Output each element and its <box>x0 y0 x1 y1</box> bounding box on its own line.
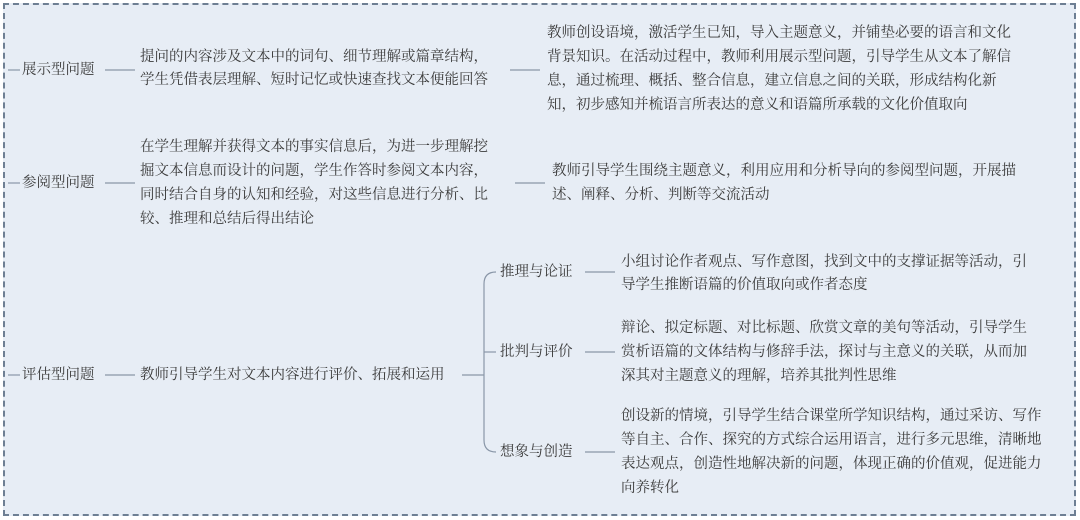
definition-evaluation: 教师引导学生对文本内容进行评价、拓展和运用 <box>140 367 445 383</box>
category-label-display: 展示型问题 <box>22 62 95 78</box>
activity-line: 背景知识。在活动过程中，教师利用展示型问题，引导学生从文本了解信 <box>547 49 1011 65</box>
definition-line: 较、推理和总结后得出结论 <box>140 211 314 227</box>
activity-line: 述、阐释、分析、判断等交流活动 <box>552 187 770 203</box>
category-label-evaluation: 评估型问题 <box>22 367 95 383</box>
subcategory-label-reasoning: 推理与论证 <box>500 264 573 280</box>
activity-line: 赏析语篇的文体结构与修辞手法，探讨与主意义的关联，从而加 <box>621 344 1027 360</box>
activity-line: 等自主、合作、探究的方式综合运用语言，进行多元思维，清晰地 <box>621 432 1042 448</box>
definition-line: 学生凭借表层理解、短时记忆或快速查找文本便能回答 <box>140 72 488 88</box>
activity-line: 知，初步感知并梳语言所表达的意义和语篇所承载的文化价值取向 <box>547 97 968 113</box>
subcategory-label-creation: 想象与创造 <box>500 444 573 460</box>
activity-line: 导学生推断语篇的价值取向或作者态度 <box>621 277 868 293</box>
activity-line: 息，通过梳理、概括、整合信息，建立信息之间的关联，形成结构化新 <box>547 73 997 89</box>
activity-line: 向养转化 <box>621 480 679 496</box>
definition-line: 同时结合自身的认知和经验，对这些信息进行分析、比 <box>140 187 488 203</box>
activity-line: 小组讨论作者观点、写作意图，找到文中的支撑证据等活动，引 <box>621 254 1027 270</box>
activity-line: 表达观点，创造性地解决新的问题，体现正确的价值观，促进能力 <box>621 456 1042 472</box>
activity-line: 教师创设语境，激活学生已知，导入主题意义，并铺垫必要的语言和文化 <box>547 25 1011 41</box>
activity-line: 深其对主题意义的理解，培养其批判性思维 <box>621 368 897 384</box>
definition-line: 在学生理解并获得文本的事实信息后，为进一步理解挖 <box>140 139 488 155</box>
definition-line: 掘文本信息而设计的问题，学生作答时参阅文本内容， <box>140 163 488 179</box>
category-label-reference: 参阅型问题 <box>22 175 95 191</box>
activity-line: 辩论、拟定标题、对比标题、欣赏文章的美句等活动，引导学生 <box>621 320 1027 336</box>
definition-line: 提问的内容涉及文本中的词句、细节理解或篇章结构， <box>140 49 488 65</box>
activity-line: 教师引导学生围绕主题意义，利用应用和分析导向的参阅型问题，开展描 <box>552 163 1016 179</box>
activity-line: 创设新的情境，引导学生结合课堂所学知识结构，通过采访、写作 <box>621 408 1042 424</box>
subcategory-label-critique: 批判与评价 <box>500 344 573 360</box>
